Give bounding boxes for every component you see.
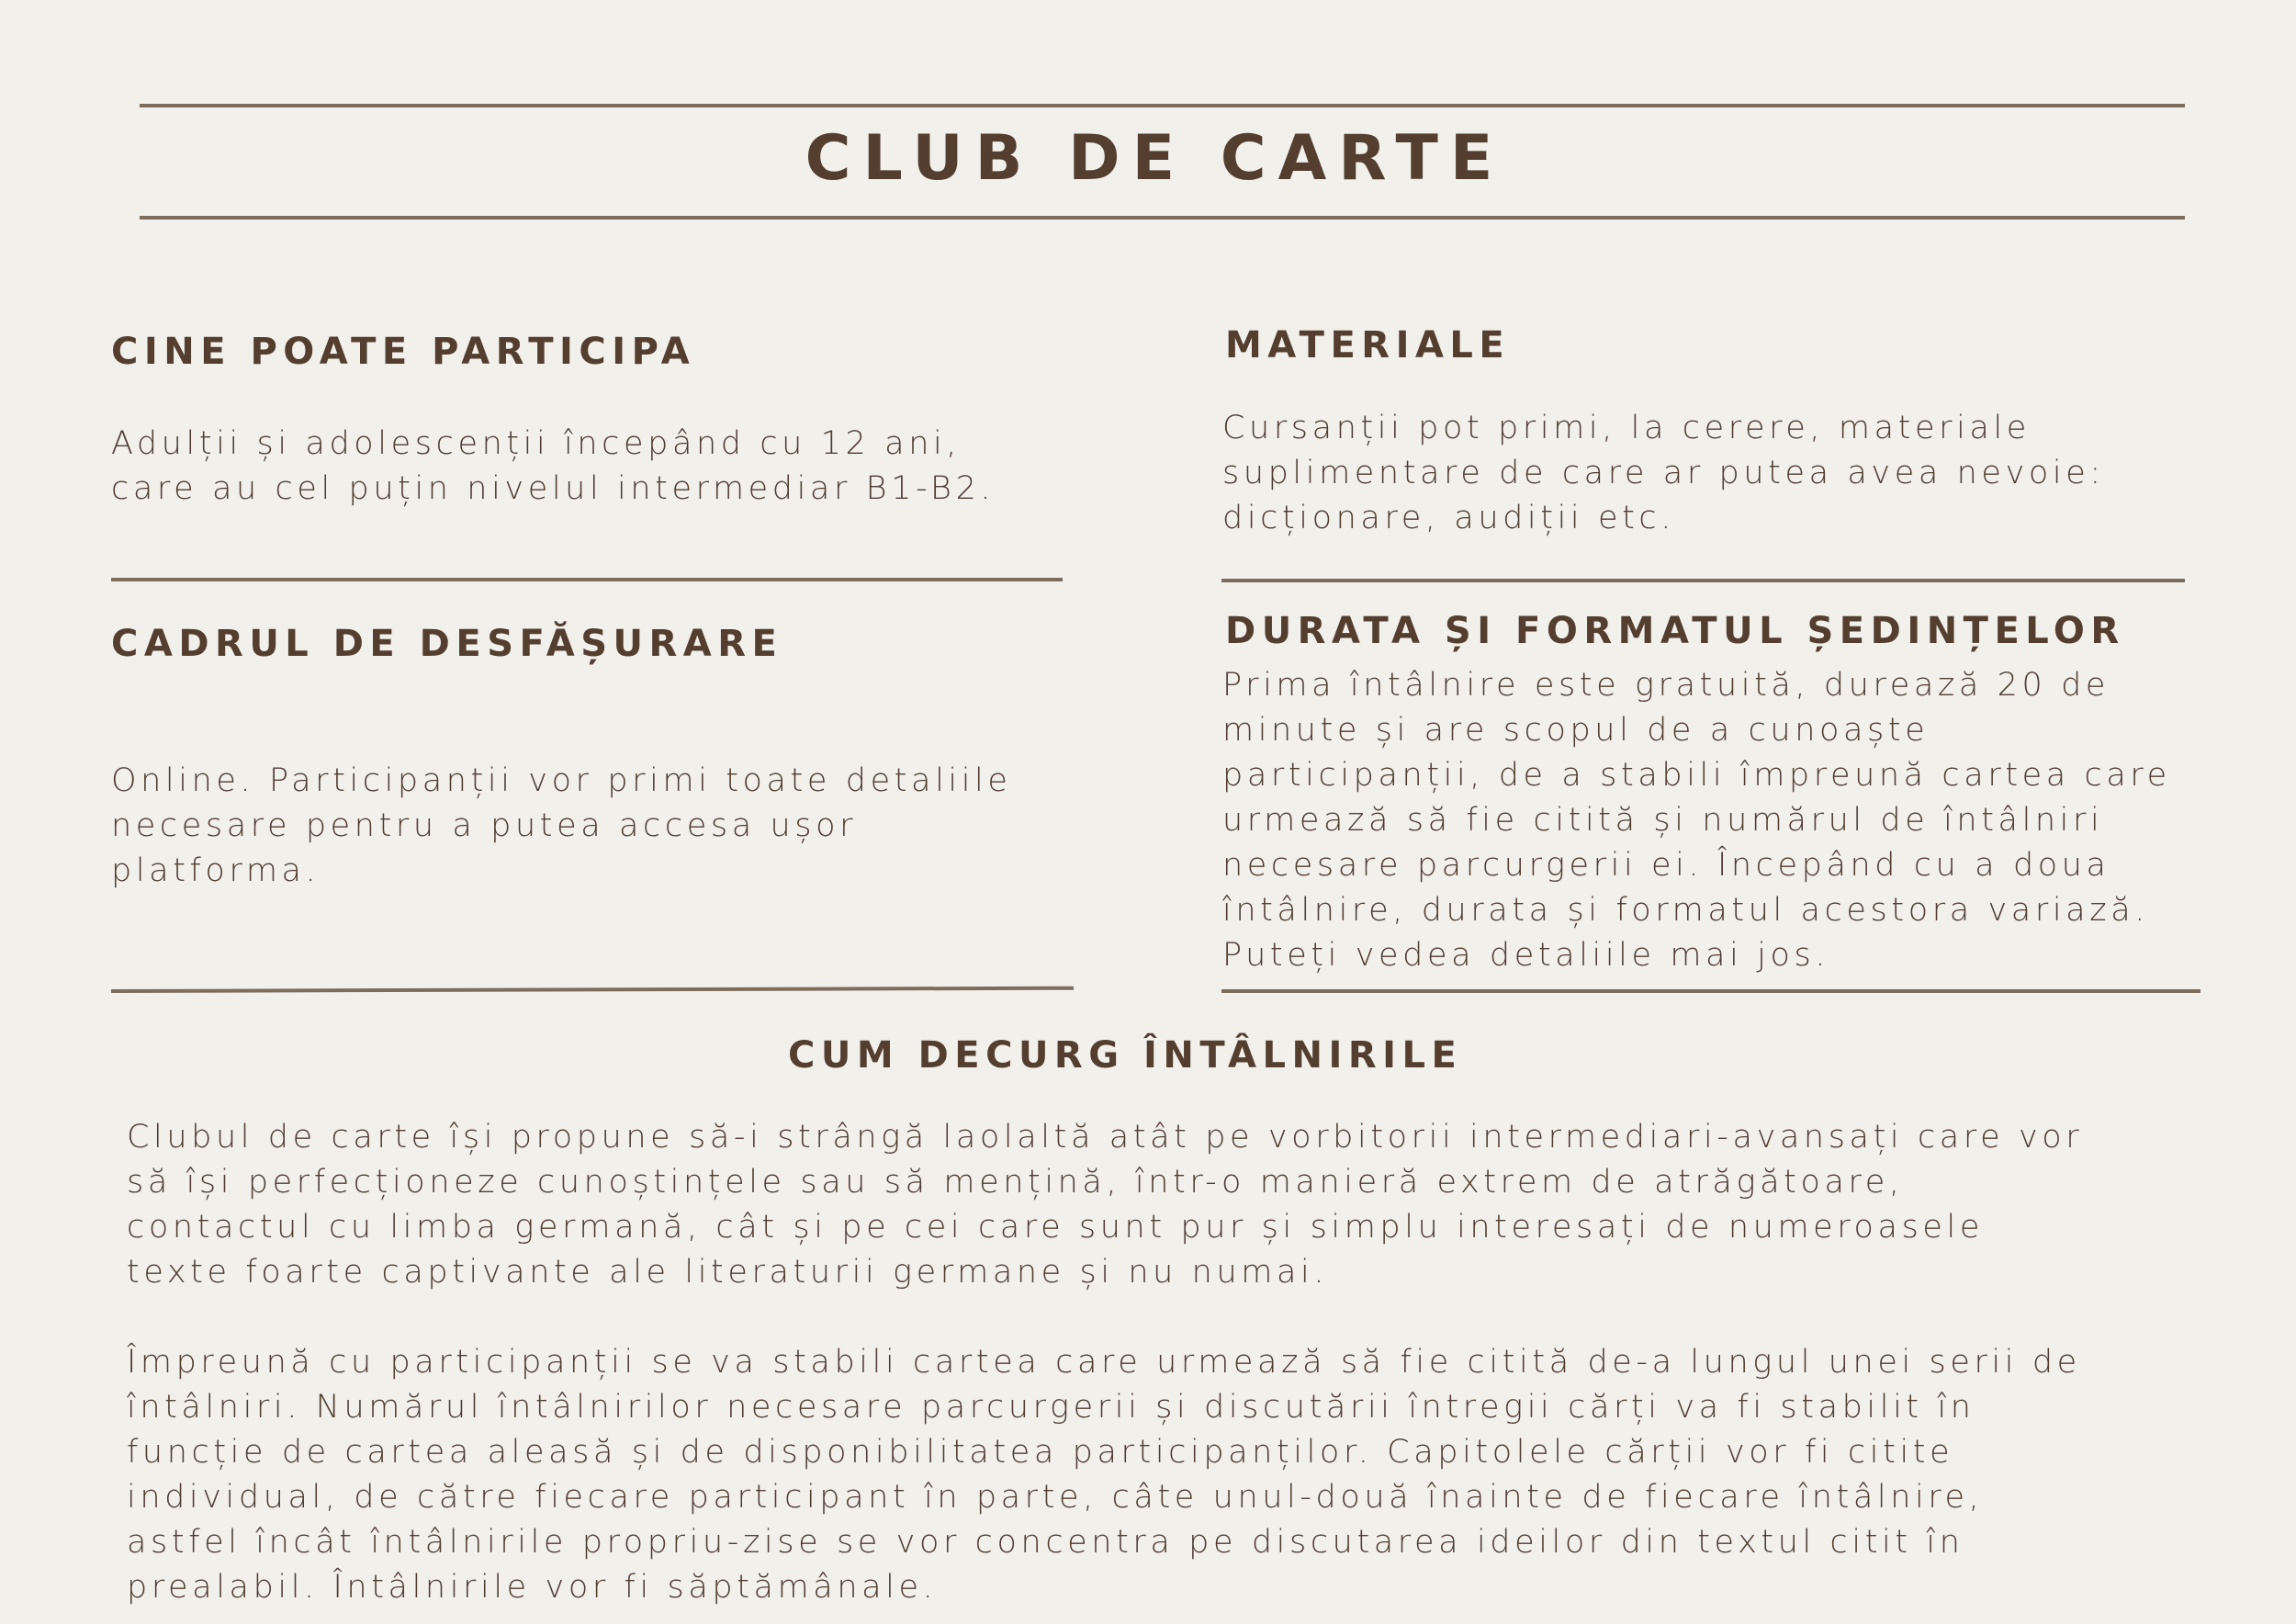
text-line: participanții, de a stabili împreună cartea care: [1222, 757, 2171, 794]
section-body: [1222, 663, 2171, 978]
text-line: care au cel puțin nivelul intermediar B1-B2.: [111, 470, 996, 507]
text-line: dicționare, audiții etc.: [1222, 500, 1675, 536]
section-paragraph-1: [127, 1115, 2083, 1295]
text-line: platforma.: [111, 852, 321, 889]
section-heading: CADRUL DE DESFĂȘURARE: [111, 623, 783, 665]
section-body: [111, 759, 1012, 894]
text-line: texte foarte captivante ale literaturii germane și nu numai.: [127, 1254, 1329, 1291]
section-heading: MATERIALE: [1225, 324, 1511, 367]
section-paragraph-2: [127, 1340, 2081, 1610]
section-heading: CUM DECURG ÎNTÂLNIRILE: [788, 1034, 1463, 1077]
text-line: urmează să fie citită și numărul de întâlniri: [1222, 802, 2104, 839]
text-line: funcție de cartea aleasă și de disponibilitatea participanților. Capitolele cărții vor fi citite: [127, 1434, 1954, 1471]
title-bottom-rule: [140, 216, 2185, 220]
text-line: întâlniri. Numărul întâlnirilor necesare parcurgerii și discutării întregii cărți va fi stabilit în: [127, 1389, 1975, 1426]
text-line: Adulții și adolescenții începând cu 12 ani,: [111, 425, 962, 462]
text-line: suplimentare de care ar putea avea nevoie:: [1222, 455, 2105, 491]
divider-left-1: [111, 578, 1063, 581]
text-line: Împreună cu participanții se va stabili cartea care urmează să fie citită de-a lungul unei serii de: [127, 1344, 2081, 1381]
text-line: Cursanții pot primi, la cerere, materiale: [1222, 410, 2031, 446]
text-line: necesare pentru a putea accesa ușor: [111, 807, 858, 844]
page-title: CLUB DE CARTE: [805, 122, 1505, 195]
section-body: [1222, 406, 2105, 541]
text-line: Online. Participanții vor primi toate detaliile: [111, 762, 1012, 799]
divider-right-1: [1221, 579, 2185, 582]
divider-right-2: [1221, 989, 2200, 993]
section-heading: CINE POATE PARTICIPA: [111, 331, 696, 373]
title-top-rule: [140, 104, 2185, 107]
text-line: Puteți vedea detaliile mai jos.: [1222, 937, 1830, 974]
text-line: astfel încât întâlnirile propriu-zise se vor concentra pe discutarea ideilor din textul citit în: [127, 1524, 1964, 1561]
text-line: necesare parcurgerii ei. Începând cu a doua: [1222, 847, 2110, 884]
text-line: să își perfecționeze cunoștințele sau să mențină, într-o manieră extrem de atrăgătoare,: [127, 1164, 1904, 1201]
text-line: Clubul de carte își propune să-i strângă laolaltă atât pe vorbitorii intermediari-avansați care vor: [127, 1119, 2084, 1156]
text-line: Prima întâlnire este gratuită, durează 20 de: [1222, 667, 2110, 704]
text-line: minute și are scopul de a cunoaște: [1222, 712, 1930, 749]
text-line: individual, de către fiecare participant în parte, câte unul-două înainte de fiecare întâlnire,: [127, 1479, 1984, 1516]
divider-left-2: [111, 987, 1074, 993]
text-line: întâlnire, durata și formatul acestora variază.: [1222, 892, 2149, 929]
text-line: prealabil. Întâlnirile vor fi săptămânale.: [127, 1569, 938, 1606]
section-heading: DURATA ȘI FORMATUL ȘEDINȚELOR: [1225, 610, 2125, 652]
section-body: [111, 422, 995, 512]
text-line: contactul cu limba germană, cât și pe cei care sunt pur și simplu interesați de numeroasele: [127, 1209, 1985, 1246]
